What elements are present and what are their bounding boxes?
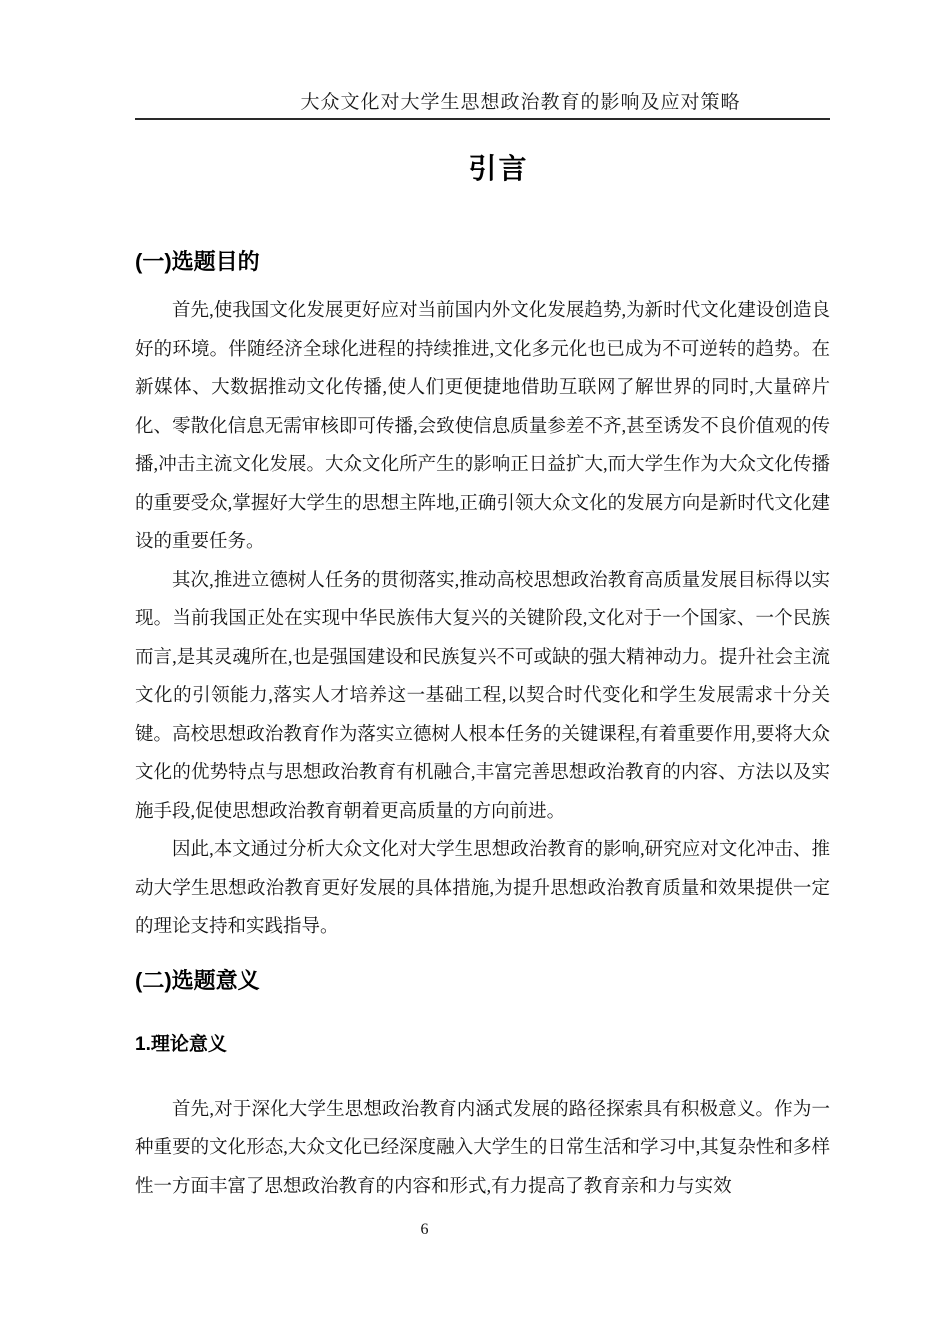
paragraph: 首先,对于深化大学生思想政治教育内涵式发展的路径探索具有积极意义。作为一种重要的文化形态,大众文化已经深度融入大学生的日常生活和学习中,其复杂性和多样性一方面丰富了思想政治教育的内容和形式,有力提高了教育亲和力与实效	[135, 1099, 830, 1197]
subsection-heading-theory: 1.理论意义	[135, 1033, 227, 1055]
paragraph: 因此,本文通过分析大众文化对大学生思想政治教育的影响,研究应对文化冲击、推动大学生思想政治教育更好发展的具体措施,为提升思想政治教育质量和效果提供一定的理论支持和实践指导。	[135, 840, 830, 937]
subsection-theory-body	[135, 1091, 830, 1207]
paragraph: 其次,推进立德树人任务的贯彻落实,推动高校思想政治教育高质量发展目标得以实现。当前我国正处在实现中华民族伟大复兴的关键阶段,文化对于一个国家、一个民族而言,是其灵魂所在,也是强国建设和民族复兴不可或缺的强大精神动力。提升社会主流文化的引领能力,落实人才培养这一基础工程,以契合时代变化和学生发展需求十分关键。高校思想政治教育作为落实立德树人根本任务的关键课程,有着重要作用,要将大众文化的优势特点与思想政治教育有机融合,丰富完善思想政治教育的内容、方法以及实施手段,促使思想政治教育朝着更高质量的方向前进。	[135, 570, 830, 822]
paragraph: 首先,使我国文化发展更好应对当前国内外文化发展趋势,为新时代文化建设创造良好的环境。伴随经济全球化进程的持续推进,文化多元化也已成为不可逆转的趋势。在新媒体、大数据推动文化传播,使人们更便捷地借助互联网了解世界的同时,大量碎片化、零散化信息无需审核即可传播,会致使信息质量参差不齐,甚至诱发不良价值观的传播,冲击主流文化发展。大众文化所产生的影响正日益扩大,而大学生作为大众文化传播的重要受众,掌握好大学生的思想主阵地,正确引领大众文化的发展方向是新时代文化建设的重要任务。	[135, 301, 830, 552]
running-header-title: 大众文化对大学生思想政治教育的影响及应对策略	[300, 92, 741, 113]
running-header-rule	[135, 91, 830, 120]
section-heading-1: (一)选题目的	[135, 249, 260, 274]
section-1-body	[135, 292, 830, 947]
page-number: 6	[420, 1221, 429, 1238]
page-title: 引言	[468, 153, 529, 184]
page-footer	[135, 1220, 830, 1240]
section-heading-2: (二)选题意义	[135, 967, 260, 993]
